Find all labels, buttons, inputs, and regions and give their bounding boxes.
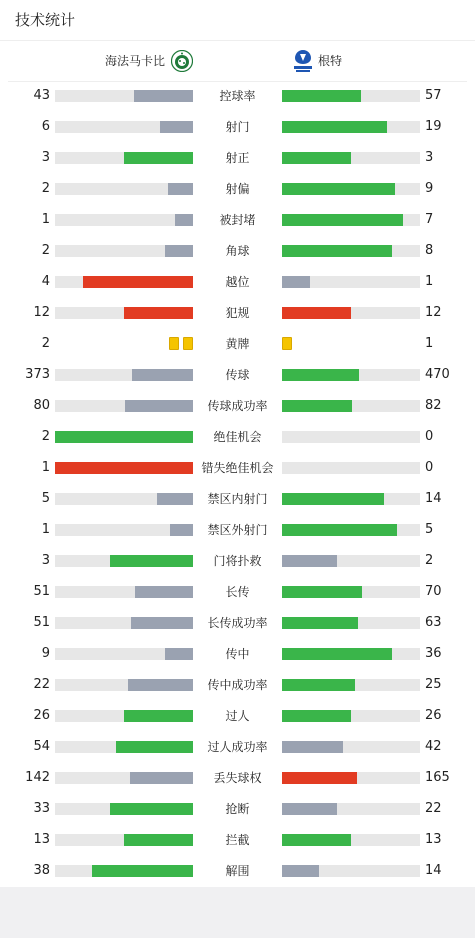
away-bar-fill bbox=[282, 555, 337, 567]
away-value: 0 bbox=[425, 460, 434, 475]
away-bar-track bbox=[282, 214, 420, 226]
home-value: 373 bbox=[25, 367, 50, 382]
home-value: 51 bbox=[33, 615, 50, 630]
away-bar-fill bbox=[282, 152, 351, 164]
home-bar-fill bbox=[160, 121, 193, 133]
away-bar-track bbox=[282, 152, 420, 164]
stat-row bbox=[0, 484, 475, 515]
stat-row bbox=[0, 763, 475, 794]
home-value: 3 bbox=[41, 150, 50, 165]
home-bar-track bbox=[55, 679, 193, 691]
away-value: 165 bbox=[425, 770, 450, 785]
stat-row bbox=[0, 422, 475, 453]
away-bar-track bbox=[282, 121, 420, 133]
away-value: 14 bbox=[425, 491, 442, 506]
teams-header bbox=[0, 41, 475, 81]
away-value: 5 bbox=[425, 522, 434, 537]
home-team-logo bbox=[171, 50, 193, 72]
away-bar-fill bbox=[282, 741, 343, 753]
away-bar-track bbox=[282, 555, 420, 567]
home-bar-track bbox=[55, 803, 193, 815]
home-bar-fill bbox=[134, 90, 193, 102]
stat-label: 传中成功率 bbox=[207, 678, 268, 692]
home-value: 5 bbox=[41, 491, 50, 506]
away-bar-track bbox=[282, 400, 420, 412]
home-bar-track bbox=[55, 462, 193, 474]
page-title: 技术统计 bbox=[15, 11, 76, 29]
away-value: 22 bbox=[425, 801, 442, 816]
away-bar-fill bbox=[282, 183, 395, 195]
away-value: 57 bbox=[425, 88, 442, 103]
home-bar-track bbox=[55, 648, 193, 660]
home-value: 1 bbox=[41, 212, 50, 227]
stat-label: 控球率 bbox=[219, 89, 256, 103]
stat-row bbox=[0, 794, 475, 825]
yellow-card-icon bbox=[169, 337, 179, 350]
stat-label: 丢失球权 bbox=[213, 771, 262, 785]
away-yellow-cards bbox=[282, 337, 292, 350]
stat-row bbox=[0, 546, 475, 577]
home-bar-track bbox=[55, 524, 193, 536]
stat-row bbox=[0, 670, 475, 701]
away-value: 19 bbox=[425, 119, 442, 134]
stat-row bbox=[0, 391, 475, 422]
home-value: 26 bbox=[33, 708, 50, 723]
stat-row bbox=[0, 701, 475, 732]
stat-row bbox=[0, 81, 475, 112]
stat-label: 长传成功率 bbox=[207, 616, 268, 630]
home-bar-fill bbox=[130, 772, 193, 784]
away-value: 82 bbox=[425, 398, 442, 413]
away-bar-track bbox=[282, 524, 420, 536]
stat-row bbox=[0, 267, 475, 298]
away-bar-track bbox=[282, 710, 420, 722]
home-bar-fill bbox=[132, 369, 193, 381]
home-value: 38 bbox=[33, 863, 50, 878]
home-bar-fill bbox=[124, 152, 193, 164]
stat-label: 被封堵 bbox=[219, 213, 256, 227]
away-value: 26 bbox=[425, 708, 442, 723]
home-bar-fill bbox=[165, 245, 193, 257]
home-bar-fill bbox=[124, 834, 193, 846]
home-bar-track bbox=[55, 493, 193, 505]
away-bar-track bbox=[282, 772, 420, 784]
home-yellow-cards bbox=[169, 337, 193, 350]
home-value: 80 bbox=[33, 398, 50, 413]
away-bar-track bbox=[282, 679, 420, 691]
stat-row bbox=[0, 236, 475, 267]
home-bar-track bbox=[55, 121, 193, 133]
away-value: 7 bbox=[425, 212, 434, 227]
away-value: 8 bbox=[425, 243, 434, 258]
home-bar-fill bbox=[157, 493, 193, 505]
stat-label: 传中 bbox=[225, 647, 250, 661]
away-bar-fill bbox=[282, 648, 392, 660]
stat-row bbox=[0, 143, 475, 174]
away-bar-fill bbox=[282, 679, 355, 691]
home-bar-fill bbox=[128, 679, 193, 691]
stat-label: 绝佳机会 bbox=[213, 430, 262, 444]
away-bar-fill bbox=[282, 90, 361, 102]
home-bar-fill bbox=[124, 307, 193, 319]
home-bar-track bbox=[55, 276, 193, 288]
stat-label: 越位 bbox=[225, 275, 250, 289]
home-bar-track bbox=[55, 307, 193, 319]
away-value: 0 bbox=[425, 429, 434, 444]
home-bar-track bbox=[55, 245, 193, 257]
stat-label: 传球成功率 bbox=[207, 399, 268, 413]
away-bar-track bbox=[282, 307, 420, 319]
home-bar-fill bbox=[110, 803, 193, 815]
home-bar-track bbox=[55, 152, 193, 164]
home-bar-fill bbox=[170, 524, 193, 536]
away-value: 25 bbox=[425, 677, 442, 692]
away-bar-fill bbox=[282, 400, 352, 412]
stat-row bbox=[0, 515, 475, 546]
away-team-logo bbox=[290, 48, 316, 74]
away-bar-fill bbox=[282, 493, 384, 505]
stat-label: 过人 bbox=[225, 709, 250, 723]
stat-label: 禁区外射门 bbox=[207, 523, 268, 537]
home-value: 3 bbox=[41, 553, 50, 568]
away-bar-track bbox=[282, 462, 420, 474]
stat-label: 门将扑救 bbox=[213, 554, 262, 568]
stat-label: 拦截 bbox=[225, 833, 250, 847]
home-bar-track bbox=[55, 834, 193, 846]
home-bar-track bbox=[55, 431, 193, 443]
home-value: 1 bbox=[41, 460, 50, 475]
away-bar-fill bbox=[282, 276, 310, 288]
home-bar-fill bbox=[131, 617, 193, 629]
home-bar-track bbox=[55, 586, 193, 598]
stat-label: 长传 bbox=[225, 585, 250, 599]
home-bar-track bbox=[55, 555, 193, 567]
stat-label: 解围 bbox=[225, 864, 250, 878]
away-bar-fill bbox=[282, 524, 397, 536]
home-value: 54 bbox=[33, 739, 50, 754]
stat-row bbox=[0, 112, 475, 143]
home-value: 2 bbox=[41, 336, 50, 351]
home-value: 2 bbox=[41, 429, 50, 444]
stat-row bbox=[0, 732, 475, 763]
stat-label: 错失绝佳机会 bbox=[201, 461, 274, 475]
home-bar-fill bbox=[55, 431, 193, 443]
home-bar-track bbox=[55, 183, 193, 195]
home-bar-fill bbox=[83, 276, 193, 288]
home-value: 22 bbox=[33, 677, 50, 692]
away-value: 1 bbox=[425, 336, 434, 351]
away-bar-fill bbox=[282, 369, 359, 381]
away-value: 70 bbox=[425, 584, 442, 599]
away-value: 3 bbox=[425, 150, 434, 165]
stat-label: 射偏 bbox=[225, 182, 250, 196]
away-bar-fill bbox=[282, 617, 358, 629]
home-bar-fill bbox=[92, 865, 193, 877]
yellow-card-icon bbox=[183, 337, 193, 350]
away-value: 470 bbox=[425, 367, 450, 382]
home-bar-track bbox=[55, 214, 193, 226]
stat-label: 犯规 bbox=[225, 306, 250, 320]
home-bar-track bbox=[55, 400, 193, 412]
home-value: 33 bbox=[33, 801, 50, 816]
stat-row bbox=[0, 329, 475, 360]
home-value: 142 bbox=[25, 770, 50, 785]
home-bar-track bbox=[55, 865, 193, 877]
away-value: 14 bbox=[425, 863, 442, 878]
home-value: 43 bbox=[33, 88, 50, 103]
home-bar-fill bbox=[110, 555, 193, 567]
away-bar-fill bbox=[282, 586, 362, 598]
home-bar-fill bbox=[124, 710, 193, 722]
away-value: 13 bbox=[425, 832, 442, 847]
home-bar-track bbox=[55, 90, 193, 102]
away-bar-track bbox=[282, 741, 420, 753]
away-value: 42 bbox=[425, 739, 442, 754]
stat-label: 过人成功率 bbox=[207, 740, 268, 754]
home-team-name: 海法马卡比 bbox=[104, 54, 165, 68]
home-value: 51 bbox=[33, 584, 50, 599]
home-value: 6 bbox=[41, 119, 50, 134]
home-value: 4 bbox=[41, 274, 50, 289]
away-bar-track bbox=[282, 276, 420, 288]
stat-row bbox=[0, 639, 475, 670]
stat-label: 射门 bbox=[225, 120, 250, 134]
home-value: 9 bbox=[41, 646, 50, 661]
away-bar-track bbox=[282, 803, 420, 815]
stat-row bbox=[0, 856, 475, 887]
stat-row bbox=[0, 174, 475, 205]
home-bar-track bbox=[55, 710, 193, 722]
away-bar-fill bbox=[282, 245, 392, 257]
away-value: 2 bbox=[425, 553, 434, 568]
home-bar-fill bbox=[55, 462, 193, 474]
away-bar-track bbox=[282, 183, 420, 195]
away-bar-fill bbox=[282, 214, 403, 226]
away-bar-track bbox=[282, 493, 420, 505]
yellow-card-icon bbox=[282, 337, 292, 350]
home-bar-track bbox=[55, 772, 193, 784]
away-bar-track bbox=[282, 245, 420, 257]
stat-row bbox=[0, 825, 475, 856]
away-bar-track bbox=[282, 586, 420, 598]
home-value: 12 bbox=[33, 305, 50, 320]
home-bar-track bbox=[55, 741, 193, 753]
stat-label: 传球 bbox=[225, 368, 250, 382]
away-bar-track bbox=[282, 834, 420, 846]
stat-row bbox=[0, 608, 475, 639]
stat-row bbox=[0, 298, 475, 329]
home-value: 13 bbox=[33, 832, 50, 847]
stat-row bbox=[0, 205, 475, 236]
away-bar-track bbox=[282, 617, 420, 629]
away-bar-fill bbox=[282, 865, 319, 877]
stat-label: 黄牌 bbox=[225, 337, 250, 351]
home-value: 2 bbox=[41, 181, 50, 196]
stat-label: 角球 bbox=[225, 244, 250, 258]
away-bar-fill bbox=[282, 803, 337, 815]
stat-row bbox=[0, 577, 475, 608]
away-bar-fill bbox=[282, 307, 351, 319]
away-bar-fill bbox=[282, 121, 387, 133]
home-bar-fill bbox=[135, 586, 193, 598]
away-value: 1 bbox=[425, 274, 434, 289]
away-team-name: 根特 bbox=[318, 54, 343, 68]
away-bar-track bbox=[282, 369, 420, 381]
away-value: 36 bbox=[425, 646, 442, 661]
stat-label: 抢断 bbox=[225, 802, 250, 816]
away-bar-fill bbox=[282, 710, 351, 722]
stat-row bbox=[0, 360, 475, 391]
home-bar-fill bbox=[168, 183, 193, 195]
stat-label: 射正 bbox=[225, 151, 250, 165]
away-value: 12 bbox=[425, 305, 442, 320]
home-value: 1 bbox=[41, 522, 50, 537]
home-bar-fill bbox=[116, 741, 193, 753]
away-value: 9 bbox=[425, 181, 434, 196]
stat-label: 禁区内射门 bbox=[207, 492, 268, 506]
home-bar-fill bbox=[125, 400, 193, 412]
home-value: 2 bbox=[41, 243, 50, 258]
away-bar-fill bbox=[282, 834, 351, 846]
away-bar-track bbox=[282, 431, 420, 443]
stat-row bbox=[0, 453, 475, 484]
away-bar-track bbox=[282, 648, 420, 660]
home-bar-fill bbox=[175, 214, 193, 226]
home-bar-track bbox=[55, 369, 193, 381]
away-bar-track bbox=[282, 90, 420, 102]
home-bar-track bbox=[55, 617, 193, 629]
away-bar-track bbox=[282, 865, 420, 877]
away-bar-fill bbox=[282, 772, 357, 784]
home-bar-fill bbox=[165, 648, 193, 660]
away-value: 63 bbox=[425, 615, 442, 630]
